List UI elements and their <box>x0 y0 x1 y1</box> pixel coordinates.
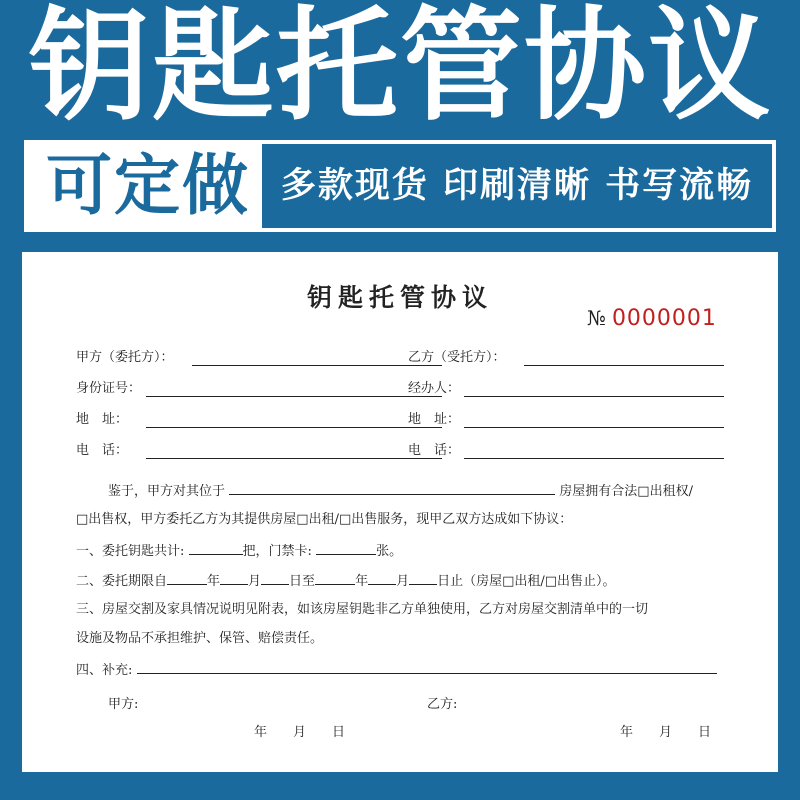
serial-mark: № <box>587 306 606 330</box>
clause-handover-line2: 设施及物品不承担维护、保管、赔偿责任。 <box>76 631 324 646</box>
party-b-line <box>524 365 724 366</box>
property-location-line[interactable] <box>229 480 555 495</box>
agreement-form <box>22 252 778 772</box>
party-a-field[interactable] <box>76 348 386 368</box>
access-card-line[interactable] <box>316 540 376 555</box>
address-a-label: 地 址： <box>76 412 129 427</box>
id-number-label: 身份证号： <box>76 381 142 396</box>
address-b-field[interactable] <box>408 410 723 430</box>
term-start-day-line[interactable] <box>261 570 289 585</box>
phone-a-line <box>146 458 442 459</box>
serial-value: 0000001 <box>611 306 717 331</box>
clause-handover-line1: 三、房屋交割及家具情况说明见附表，如该房屋钥匙非乙方单独使用，乙方对房屋交割清单中的一切 <box>76 602 649 617</box>
phone-b-label: 电 话： <box>408 443 461 458</box>
address-a-field[interactable] <box>76 410 386 430</box>
clause-keys: 一、委托钥匙共计: 把，门禁卡: 张。 <box>76 540 402 562</box>
clause-term: 二、委托期限自 年 月 日至 年 月 日止（房屋□出租/□出售止）。 <box>76 570 616 592</box>
features-label: 多款现货 印刷清晰 书写流畅 <box>262 144 772 228</box>
phone-a-label: 电 话： <box>76 443 129 458</box>
term-end-month-line[interactable] <box>368 570 396 585</box>
signature-party-b[interactable]: 乙方: <box>427 697 458 712</box>
party-b-field[interactable] <box>408 348 723 368</box>
address-a-line <box>146 427 442 428</box>
signature-party-a[interactable]: 甲方: <box>108 697 139 712</box>
clause-preamble-line1: 鉴于，甲方对其位于 房屋拥有合法□出租权/ <box>108 480 693 502</box>
handler-field[interactable] <box>408 379 723 399</box>
term-start-year-line[interactable] <box>167 570 207 585</box>
custom-label: 可定做 <box>28 144 268 228</box>
clause-supplement: 四、补充: <box>76 659 717 681</box>
term-start-month-line[interactable] <box>220 570 248 585</box>
clause-preamble-line2: □出售权，甲方委托乙方为其提供房屋□出租/□出售服务，现甲乙双方达成如下协议： <box>76 512 573 527</box>
date-party-a[interactable]: 年 月 日 <box>254 725 346 740</box>
term-end-day-line[interactable] <box>409 570 437 585</box>
term-end-year-line[interactable] <box>315 570 355 585</box>
phone-b-field[interactable] <box>408 441 723 461</box>
date-party-b[interactable]: 年 月 日 <box>620 725 712 740</box>
id-number-line <box>146 396 442 397</box>
supplement-line[interactable] <box>137 659 717 674</box>
keys-count-line[interactable] <box>189 540 243 555</box>
tag-row <box>24 140 776 232</box>
phone-a-field[interactable] <box>76 441 386 461</box>
serial-number <box>587 306 717 331</box>
party-a-line <box>192 365 442 366</box>
phone-b-line <box>464 458 724 459</box>
form-title: 钥匙托管协议 <box>306 283 493 312</box>
banner-title: 钥匙托管协议 <box>28 0 772 137</box>
party-b-label: 乙方（受托方）： <box>408 350 506 365</box>
address-b-label: 地 址： <box>408 412 461 427</box>
address-b-line <box>464 427 724 428</box>
party-a-label: 甲方（委托方）： <box>76 350 174 365</box>
handler-line <box>464 396 724 397</box>
handler-label: 经办人： <box>408 381 461 396</box>
id-number-field[interactable] <box>76 379 386 399</box>
